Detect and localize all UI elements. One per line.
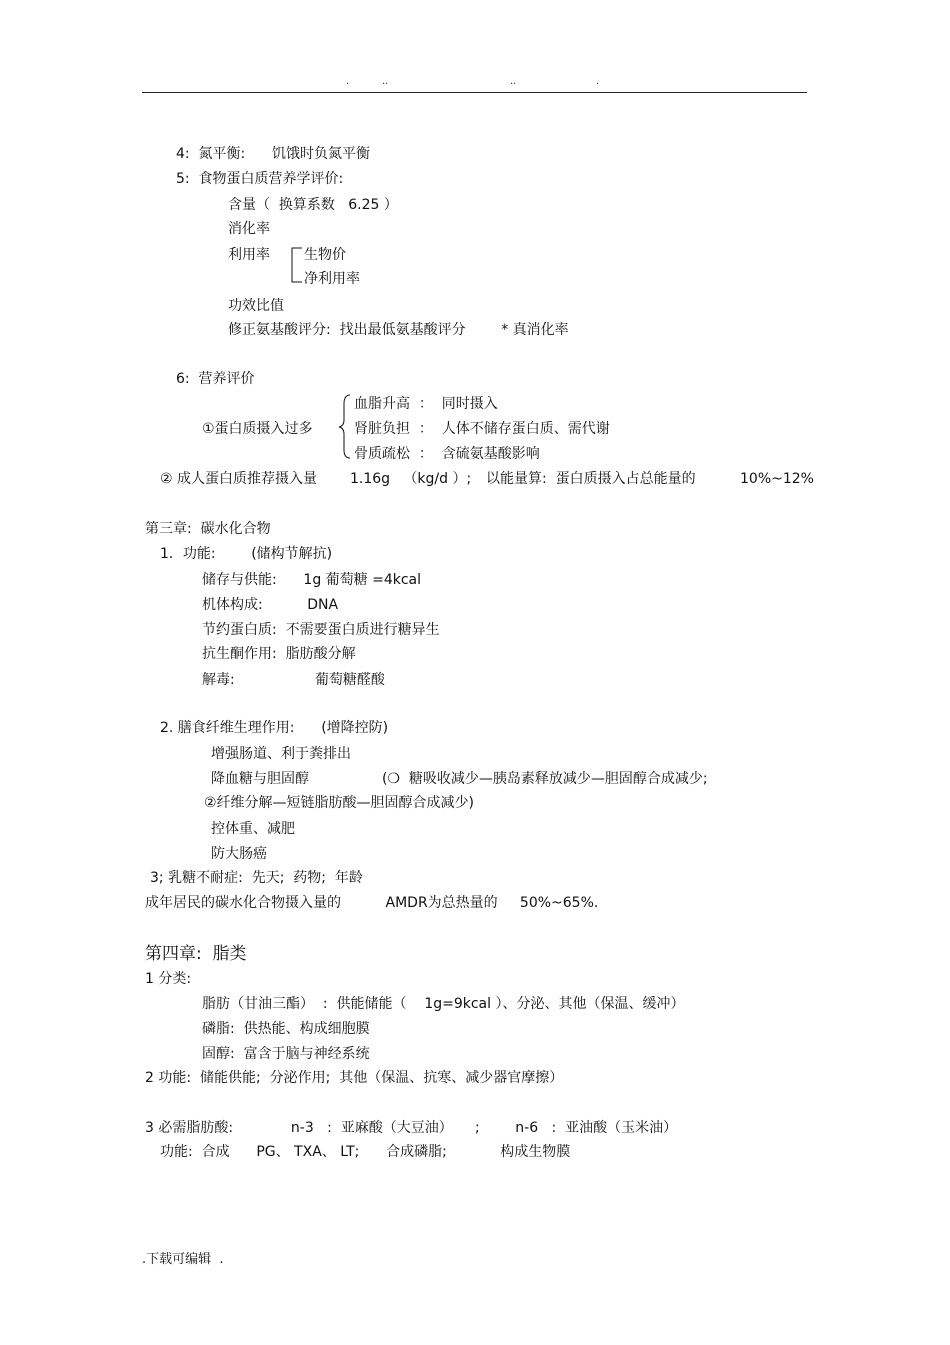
carb-function-protein-sparing: 节约蛋白质: 不需要蛋白质进行糖异生 (202, 622, 440, 638)
excess-effect-bone: 骨质疏松 ： 含硫氨基酸影响 (354, 446, 540, 462)
nutrition-evaluation-heading: 6: 营养评价 (176, 371, 255, 387)
lipid-class-sterol: 固醇: 富含于脑与神经系统 (202, 1046, 370, 1062)
carb-function-structure: 机体构成: DNA (202, 597, 339, 613)
carb-function-heading: 1．功能: (储构节解抗) (160, 546, 333, 562)
header-dot: .. (510, 76, 517, 87)
lipid-class-phospholipid: 磷脂: 供热能、构成细胞膜 (202, 1021, 370, 1037)
excess-effect-kidney: 肾脏负担 ： 人体不储存蛋白质、需代谢 (354, 421, 610, 437)
header-dot: . (596, 76, 600, 87)
fiber-effect-weight: 控体重、减肥 (211, 821, 295, 837)
recommended-intake-label: ② 成人蛋白质推荐摄入量 (160, 471, 318, 487)
carb-function-antiketogenic: 抗生酮作用: 脂肪酸分解 (202, 646, 356, 662)
lactose-intolerance: 3; 乳糖不耐症: 先天; 药物; 年龄 (150, 870, 363, 886)
fiber-heading: 2. 膳食纤维生理作用: (增降控防) (160, 720, 389, 736)
protein-excess-label: ①蛋白质摄入过多 (202, 421, 313, 437)
biological-value: 生物价 (304, 247, 346, 263)
energy-ratio-value: 10%~12% (740, 471, 814, 487)
header-dot: . (346, 76, 350, 87)
fiber-effect-lower-detail-2: ②纤维分解—短链脂肪酸—胆固醇合成减少) (204, 795, 475, 811)
lipid-function: 2 功能: 储能供能; 分泌作用; 其他（保温、抗寒、减少器官摩擦） (145, 1070, 564, 1086)
footer-note: .下载可编辑 . (142, 1252, 224, 1267)
fiber-effect-lower: 降血糖与胆固醇 (211, 771, 309, 787)
digestibility: 消化率 (228, 221, 270, 237)
header-rule (142, 92, 807, 93)
carb-function-energy: 储存与供能: 1g 葡萄糖 =4kcal (202, 572, 422, 588)
excess-brace (336, 392, 352, 462)
recommended-intake-value: 1.16g （kg/d ）; (350, 471, 472, 487)
lipid-class-fat: 脂肪（甘油三酯） : 供能储能（ 1g=9kcal ）、分泌、其他（保温、缓冲） (202, 996, 685, 1012)
net-utilization: 净利用率 (304, 271, 360, 287)
lipid-class-heading: 1 分类: (145, 971, 192, 987)
nitrogen-balance: 4: 氮平衡: 饥饿时负氮平衡 (176, 146, 370, 162)
energy-ratio-label: 以能量算: 蛋白质摄入占总能量的 (486, 471, 696, 487)
chapter-4-title: 第四章: 脂类 (145, 944, 247, 964)
protein-content: 含量（ 换算系数 6.25 ） (228, 197, 398, 213)
efa-function: 功能: 合成 PG、 TXA、 LT; 合成磷脂; 构成生物膜 (160, 1144, 571, 1160)
protein-evaluation-heading: 5: 食物蛋白质营养学评价: (176, 171, 344, 187)
essential-fatty-acids: 3 必需脂肪酸: n-3 : 亚麻酸（大豆油） ; n-6 : 亚油酸（玉米油） (145, 1120, 678, 1136)
chapter-3-title: 第三章: 碳水化合物 (145, 521, 271, 537)
carb-function-detox: 解毒: 葡萄糖醛酸 (202, 672, 385, 688)
carb-amdr: 成年居民的碳水化合物摄入量的 AMDR为总热量的 50%~65%. (145, 895, 599, 911)
fiber-effect-lower-detail: (❍ 糖吸收减少—胰岛素释放减少—胆固醇合成减少; (382, 771, 708, 787)
fiber-effect-bowel: 增强肠道、利于粪排出 (211, 746, 351, 762)
utilization-bracket (288, 246, 304, 286)
efficiency-ratio: 功效比值 (228, 298, 284, 314)
corrected-amino-score: 修正氨基酸评分: 找出最低氨基酸评分 * 真消化率 (228, 322, 569, 338)
excess-effect-lipid: 血脂升高 ： 同时摄入 (354, 396, 498, 412)
header-dot: .. (382, 76, 389, 87)
utilization-label: 利用率 (228, 247, 270, 263)
fiber-effect-cancer: 防大肠癌 (211, 846, 267, 862)
